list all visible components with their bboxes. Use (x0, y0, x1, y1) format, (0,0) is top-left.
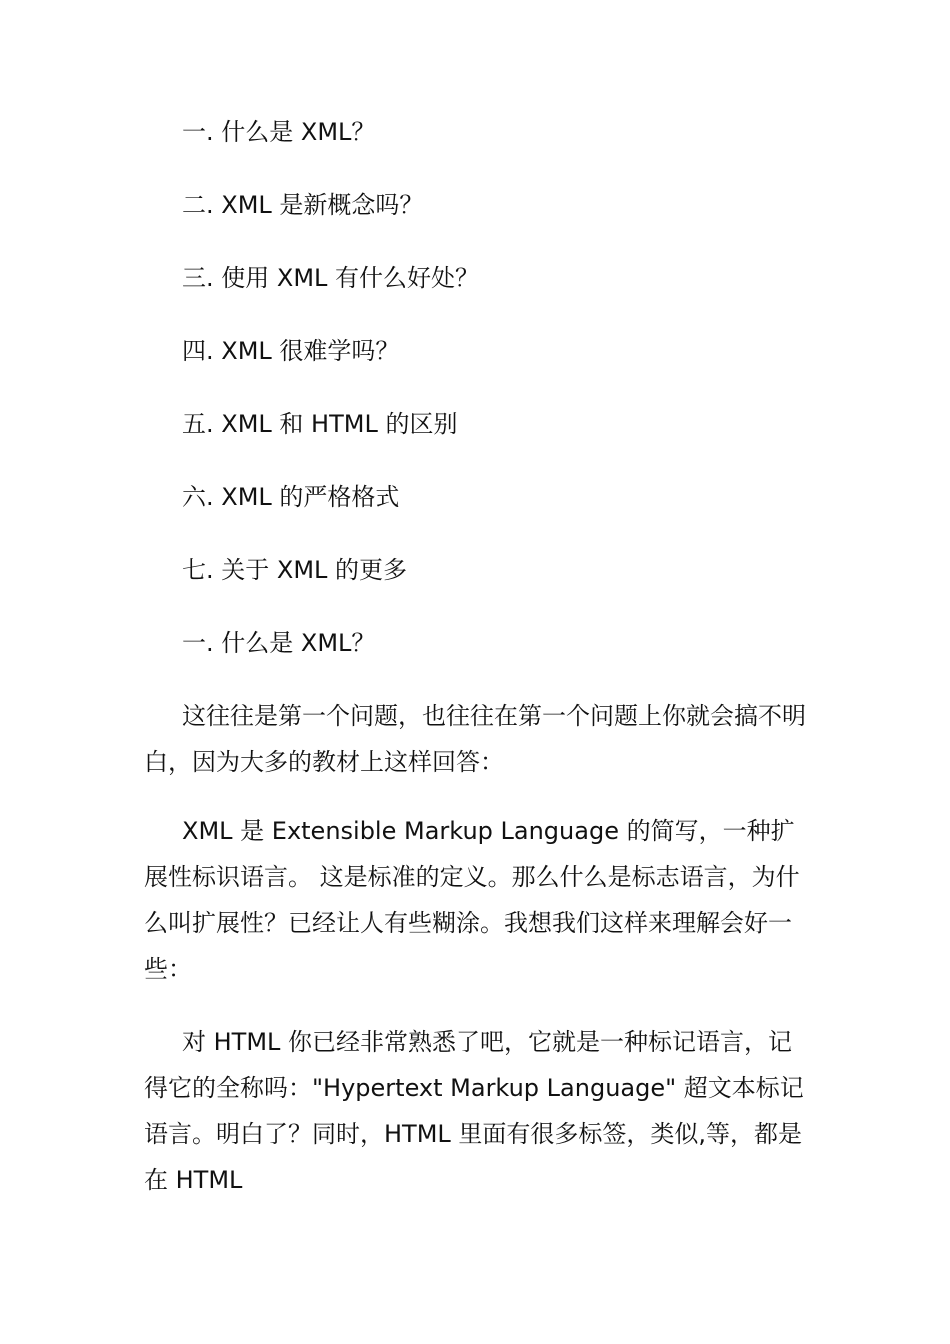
toc-item-6: 六. XML 的严格格式 (182, 483, 400, 511)
toc-item-4: 四. XML 很难学吗？ (182, 337, 400, 365)
paragraph-1: 这往往是第一个问题，也往往在第一个问题上你就会搞不明白，因为大多的教材上这样回答： (144, 702, 806, 776)
toc-item-2: 二. XML 是新概念吗？ (182, 191, 424, 219)
paragraph-2: XML 是 Extensible Markup Language 的简写，一种扩展性标识语言。 这是标准的定义。那么什么是标志语言，为什么叫扩展性？已经让人有些糊涂。我想我们这样来理解会好一些： (144, 817, 800, 983)
toc-item-5: 五. XML 和 HTML 的区别 (182, 410, 458, 438)
toc-item-3: 三. 使用 XML 有什么好处？ (182, 264, 480, 292)
toc-item-1: 一. 什么是 XML？ (182, 118, 376, 146)
section-heading: 一. 什么是 XML？ (182, 629, 376, 657)
paragraph-3: 对 HTML 你已经非常熟悉了吧，它就是一种标记语言，记得它的全称吗："Hypertext Markup Language" 超文本标记语言。明白了？同时，HTML 里面有很多标签，类似,等，都是在 HTML (144, 1028, 804, 1194)
toc-item-7: 七. 关于 XML 的更多 (182, 556, 408, 584)
